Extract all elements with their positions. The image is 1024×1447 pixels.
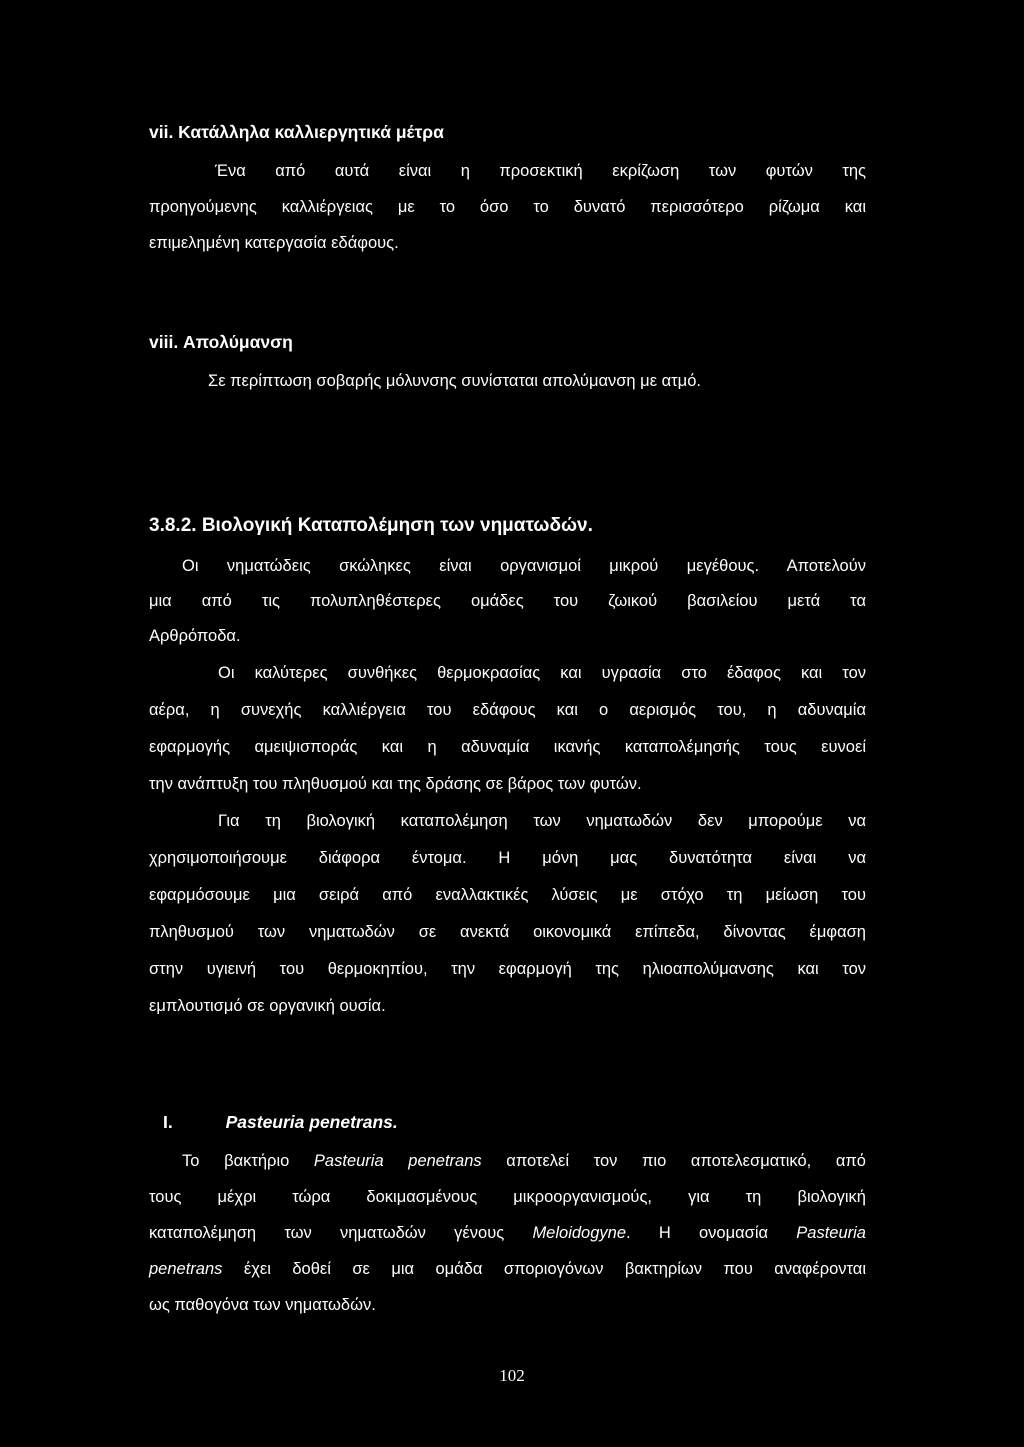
page-number: 102 <box>499 1366 525 1385</box>
text-line: εφαρμόσουμε μια σειρά από εναλλακτικές λύσεις με στόχο τη μείωση του <box>149 886 866 904</box>
text-line: Οι καλύτερες συνθήκες θερμοκρασίας και υγρασία στο έδαφος και τον <box>218 664 866 682</box>
species-name: penetrans <box>149 1260 223 1278</box>
text-line: εφαρμογής αμειψισποράς και η αδυναμία ικανής καταπολέμησής τους ευνοεί <box>149 738 866 756</box>
text-line <box>182 1150 866 1172</box>
species-name: Pasteuria penetrans <box>313 1152 482 1170</box>
text-run: καταπολέμηση των νηματωδών γένους <box>149 1224 533 1242</box>
text-line: Σε περίπτωση σοβαρής μόλυνσης συνίσταται απολύμανση με ατμό. <box>208 372 701 390</box>
text-run: . Η ονομασία <box>626 1224 797 1242</box>
text-line: πληθυσμού των νηματωδών σε ανεκτά οικονομικά επίπεδα, δίνοντας έμφαση <box>149 923 866 941</box>
text-line: Οι νηματώδεις σκώληκες είναι οργανισμοί μικρού μεγέθους. Αποτελούν <box>182 557 866 575</box>
section-382-heading: 3.8.2. Βιολογική Καταπολέμηση των νηματωδών. <box>149 515 593 536</box>
text-line: στην υγιεινή του θερμοκηπίου, την εφαρμογή της ηλιοαπολύμανσης και τον <box>149 960 866 978</box>
text-line: Ένα από αυτά είναι η προσεκτική εκρίζωση των φυτών της <box>215 162 866 180</box>
text-line: προηγούμενης καλλιέργειας με το όσο το δυνατό περισσότερο ρίζωμα και <box>149 198 866 216</box>
section-I-heading <box>163 1112 398 1133</box>
text-line: την ανάπτυξη του πληθυσμού και της δράσης σε βάρος των φυτών. <box>149 775 642 793</box>
text-line: τους μέχρι τώρα δοκιμασμένους μικροοργανισμούς, για τη βιολογική <box>149 1188 866 1206</box>
text-line <box>149 1258 866 1280</box>
section-vii-heading: vii. Κατάλληλα καλλιεργητικά μέτρα <box>149 122 444 142</box>
text-line: μια από τις πολυπληθέστερες ομάδες του ζωικού βασιλείου μετά τα <box>149 592 866 610</box>
text-line: Αρθρόποδα. <box>149 627 241 645</box>
text-run: Το βακτήριο <box>182 1152 314 1170</box>
text-run: έχει δοθεί σε μια ομάδα σποριογόνων βακτηρίων που αναφέρονται <box>222 1260 866 1278</box>
section-viii-heading: viii. Απολύμανση <box>149 332 293 352</box>
text-line: αέρα, η συνεχής καλλιέργεια του εδάφους και ο αερισμός του, η αδυναμία <box>149 701 866 719</box>
text-run: αποτελεί τον πιο αποτελεσματικό, από <box>481 1152 866 1170</box>
text-line: Για τη βιολογική καταπολέμηση των νηματωδών δεν μπορούμε να <box>218 812 866 830</box>
genus-name: Meloidogyne <box>532 1224 626 1242</box>
genus-name: Pasteuria <box>796 1224 866 1242</box>
section-I-number: I. <box>163 1112 173 1132</box>
section-I-title: Pasteuria penetrans. <box>225 1112 398 1132</box>
text-line: επιμελημένη κατεργασία εδάφους. <box>149 234 399 252</box>
text-line: χρησιμοποιήσουμε διάφορα έντομα. Η μόνη μας δυνατότητα είναι να <box>149 849 866 867</box>
text-line: εμπλουτισμό σε οργανική ουσία. <box>149 997 386 1015</box>
text-line <box>149 1222 866 1244</box>
text-line: ως παθογόνα των νηματωδών. <box>149 1296 376 1314</box>
